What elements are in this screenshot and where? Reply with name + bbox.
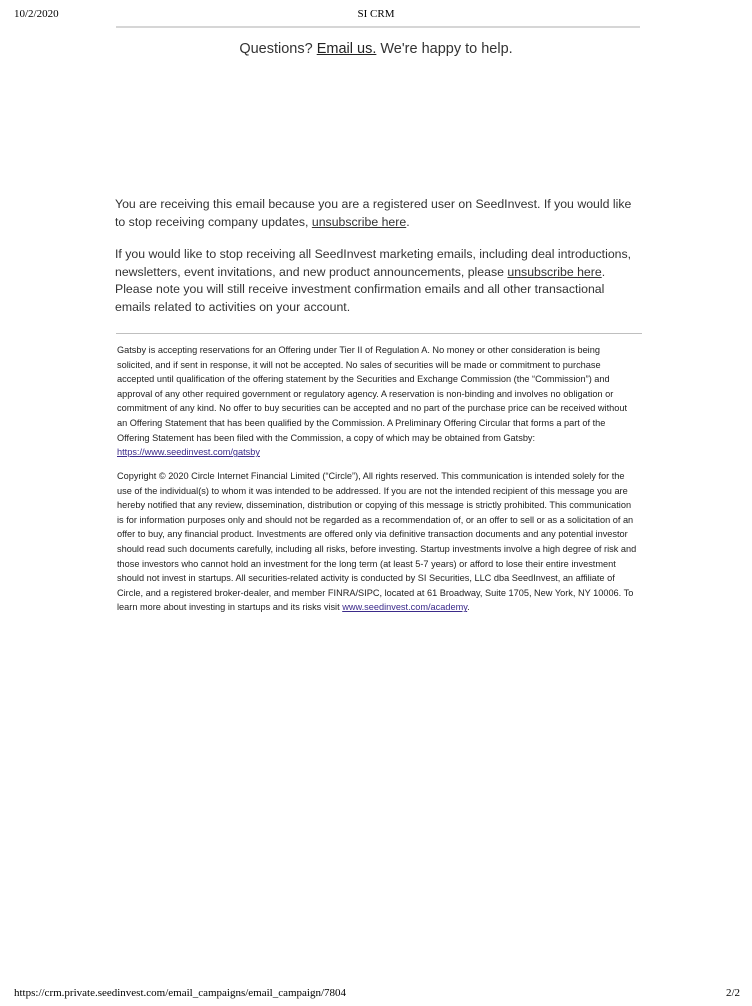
top-divider (116, 26, 640, 28)
company-updates-notice (115, 196, 640, 231)
questions-prefix: Questions? (239, 41, 317, 57)
offering-disclaimer-text: Gatsby is accepting reservations for an Offering under Tier II of Regulation A. No money or other consideration is being solicited, and if sent in response, it will not be accepted. No sales of securities will be made or commitment to purchase accepted until qualification of the offering statement by the Securities and Exchange Commission (the “Commission”) and approval of any other required government or regulatory agency. A reservation is non-binding and involves no obligation or commitment of any kind. No offer to buy securities can be accepted and no part of the purchase price can be received without an Offering Statement that has been qualified by the Commission. A Preliminary Offering Circular that forms a part of the Offering Statement has been filed with the Commission, a copy of which may be obtained from Gatsby: (117, 345, 628, 443)
unsubscribe-marketing-link[interactable]: unsubscribe here (507, 264, 602, 279)
unsubscribe-company-updates-link[interactable]: unsubscribe here (311, 214, 407, 229)
print-title: SI CRM (357, 8, 395, 20)
print-footer-url: https://crm.private.seedinvest.com/email_campaigns/email_campaign/7804 (14, 987, 347, 999)
print-page-number: 2/2 (725, 987, 740, 999)
email-us-link[interactable]: Email us. (316, 41, 377, 57)
copyright-disclaimer-text: Copyright © 2020 Circle Internet Financial Limited (“Circle”), All rights reserved. This communication is intended solely for the use of the individual(s) to whom it was intended to be addressed. If you are not the intended recipient of this message you are hereby notified that any review, dissemination, distribution or copying of this message is strictly prohibited. This communication is for information purposes only and should not be regarded as a recommendation of, or an offer to sell or as a solicitation of an offer to buy, any financial product. Investments are offered only via definitive transaction documents and any potential investor should read such documents carefully, including all risks, before investing. Startup investments involve a high degree of risk and those investors who cannot hold an investment for the long term (at least 5-7 years) or afford to lose their entire investment should not invest in startups. All securities-related activity is conducted by SI Securities, LLC dba SeedInvest, an affiliate of Circle, and a registered broker-dealer, and member FINRA/SIPC, located at 61 Broadway, Suite 1705, New York, NY 10006. To learn more about investing in startups and its risks visit (117, 471, 637, 613)
questions-suffix: We're happy to help. (376, 41, 513, 57)
copyright-disclaimer-end: . (467, 602, 470, 613)
company-updates-end: . (406, 214, 410, 229)
questions-line (0, 41, 752, 57)
academy-link[interactable]: www.seedinvest.com/academy (342, 602, 468, 613)
gatsby-offering-link[interactable]: https://www.seedinvest.com/gatsby (117, 447, 260, 458)
print-date: 10/2/2020 (14, 8, 59, 20)
copyright-disclaimer (117, 469, 637, 615)
marketing-emails-text: If you would like to stop receiving all SeedInvest marketing emails, including deal introductions, newsletters, event invitations, and new product announcements, please (115, 247, 632, 279)
company-updates-text: You are receiving this email because you are a registered user on SeedInvest. If you would like to stop receiving company updates, (115, 197, 632, 229)
offering-disclaimer (117, 343, 637, 460)
marketing-emails-end: . Please note you will still receive investment confirmation emails and all other transactional emails related to activities on your account. (115, 264, 606, 314)
marketing-emails-notice (115, 246, 640, 316)
legal-divider (116, 333, 642, 334)
